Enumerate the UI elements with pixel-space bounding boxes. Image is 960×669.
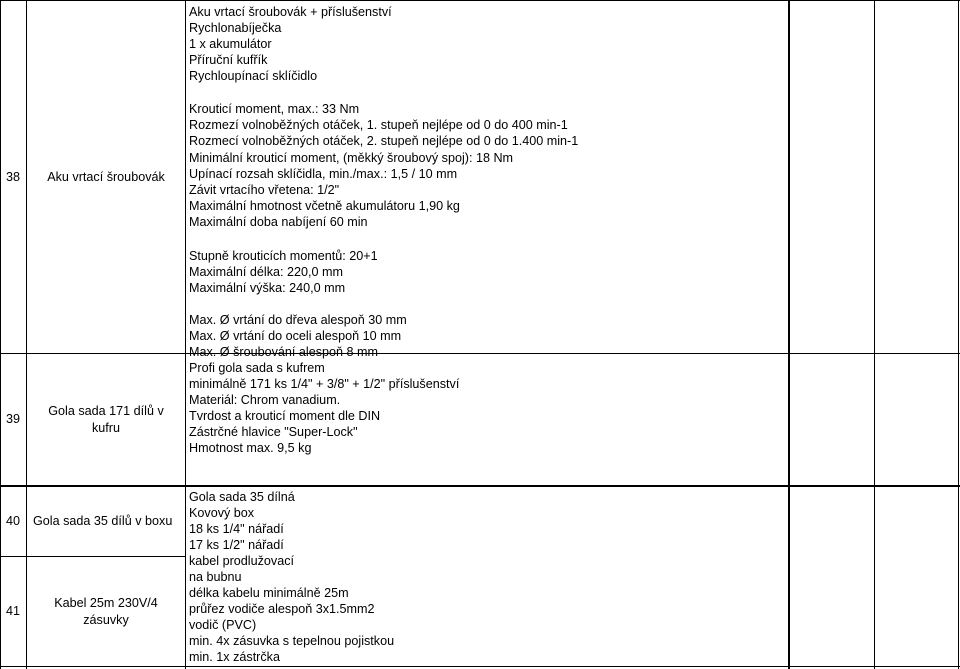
spec-line: Maximální výška: 240,0 mm bbox=[189, 281, 346, 295]
item-name: Aku vrtací šroubovák bbox=[47, 169, 165, 184]
spec-line: Příruční kufřík bbox=[189, 53, 268, 67]
spec-line: Aku vrtací šroubovák + příslušenství bbox=[189, 5, 392, 19]
spec-line: 18 ks 1/4" nářadí bbox=[189, 522, 284, 536]
spec-line: kabel prodlužovací bbox=[189, 554, 295, 568]
spec-line: Zástrčné hlavice "Super-Lock" bbox=[189, 425, 358, 439]
row-number: 38 bbox=[5, 169, 20, 184]
spec-line: Materiál: Chrom vanadium. bbox=[189, 393, 341, 407]
col-border-right bbox=[958, 0, 959, 669]
spec-line: 17 ks 1/2" nářadí bbox=[189, 538, 284, 552]
row-41-name-cell bbox=[27, 557, 185, 666]
row-border-bottom bbox=[0, 666, 960, 667]
row-40-number-cell bbox=[0, 487, 26, 556]
spec-line: Rychloupínací sklíčidlo bbox=[189, 69, 318, 83]
row-number: 40 bbox=[5, 514, 20, 529]
row-number: 41 bbox=[5, 604, 20, 619]
spec-line: Kovový box bbox=[189, 506, 255, 520]
col-border-2 bbox=[185, 0, 186, 669]
row-38-name-cell bbox=[27, 1, 185, 353]
spec-line: Max. Ø vrtání do dřeva alespoň 30 mm bbox=[189, 313, 407, 327]
spec-line: Krouticí moment, max.: 33 Nm bbox=[189, 102, 360, 116]
spec-line: Max. Ø šroubování alespoň 8 mm bbox=[189, 345, 378, 359]
spec-line: min. 4x zásuvka s tepelnou pojistkou bbox=[189, 634, 395, 648]
spec-line: Maximální hmotnost včetně akumulátoru 1,90 kg bbox=[189, 199, 460, 213]
spec-line: Stupně krouticích momentů: 20+1 bbox=[189, 249, 378, 263]
spec-line: Tvrdost a krouticí moment dle DIN bbox=[189, 409, 381, 423]
spec-line: minimálně 171 ks 1/4" + 3/8" + 1/2" příslušenství bbox=[189, 377, 460, 391]
spec-line: průřez vodiče alespoň 3x1.5mm2 bbox=[189, 602, 375, 616]
spec-line: délka kabelu minimálně 25m bbox=[189, 586, 349, 600]
col-border-3 bbox=[788, 0, 790, 669]
spec-line: na bubnu bbox=[189, 570, 242, 584]
row-39-number-cell bbox=[0, 354, 26, 485]
spec-line: Rychlonabíječka bbox=[189, 21, 282, 35]
spec-line: Gola sada 35 dílná bbox=[189, 490, 295, 504]
item-name: Gola sada 35 dílů v boxu bbox=[33, 514, 173, 529]
spec-line: Max. Ø vrtání do oceli alespoň 10 mm bbox=[189, 329, 402, 343]
spec-line: Profi gola sada s kufrem bbox=[189, 361, 325, 375]
item-name-line: Kabel 25m 230V/4 bbox=[54, 596, 158, 611]
spec-line: Maximální délka: 220,0 mm bbox=[189, 265, 343, 279]
row-41-number-cell bbox=[0, 557, 26, 666]
spec-line: Rozmezí volnoběžných otáček, 1. stupeň nejlépe od 0 do 400 min-1 bbox=[189, 118, 568, 132]
spec-line: 1 x akumulátor bbox=[189, 37, 272, 51]
spec-line: Upínací rozsah sklíčidla, min./max.: 1,5 / 10 mm bbox=[189, 167, 458, 181]
spec-line: vodič (PVC) bbox=[189, 618, 257, 632]
spec-line: Rozmecí volnoběžných otáček, 2. stupeň nejlépe od 0 do 1.400 min-1 bbox=[189, 134, 579, 148]
item-name-line: kufru bbox=[92, 420, 120, 435]
row-38-number-cell bbox=[0, 1, 26, 353]
row-39-name-cell bbox=[27, 354, 185, 485]
col-border-4 bbox=[874, 0, 875, 669]
spec-line: min. 1x zástrčka bbox=[189, 650, 280, 664]
item-name-line: zásuvky bbox=[83, 612, 129, 627]
spec-line: Maximální doba nabíjení 60 min bbox=[189, 215, 368, 229]
row-number: 39 bbox=[5, 412, 20, 427]
spec-line: Minimální krouticí moment, (měkký šroubový spoj): 18 Nm bbox=[189, 151, 514, 165]
spec-line: Závit vrtacího vřetena: 1/2" bbox=[189, 183, 340, 197]
spec-line: Hmotnost max. 9,5 kg bbox=[189, 441, 312, 455]
row-40-name-cell bbox=[27, 487, 191, 556]
item-name-line: Gola sada 171 dílů v bbox=[48, 404, 164, 419]
